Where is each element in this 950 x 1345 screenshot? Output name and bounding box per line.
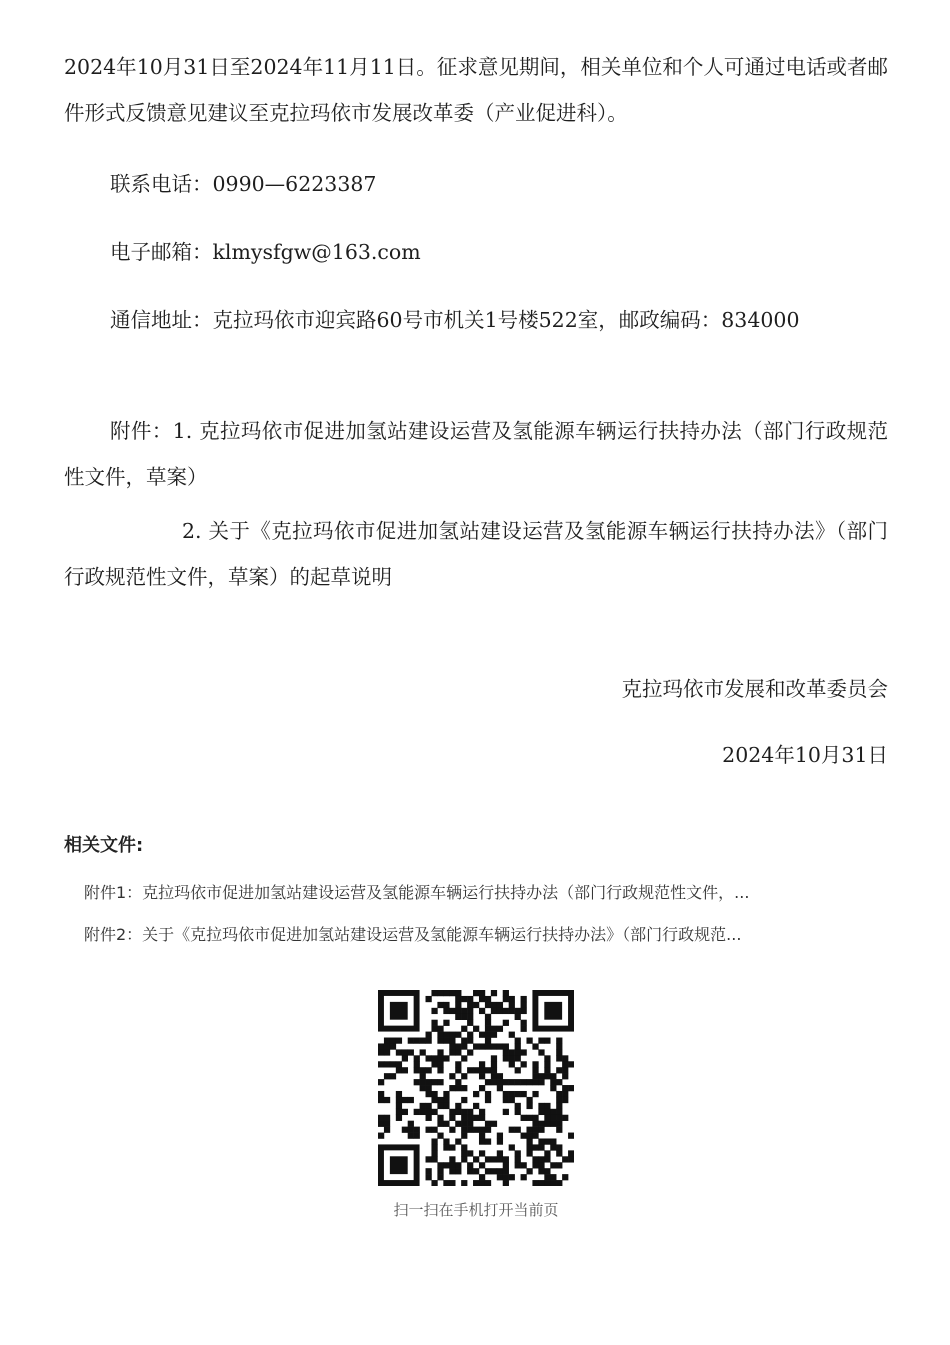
intro-paragraph: 2024年10月31日至2024年11月11日。征求意见期间，相关单位和个人可通过电话或者邮件形式反馈意见建议至克拉玛依市发展改革委（产业促进科）。 <box>64 55 888 125</box>
contact-block <box>64 150 888 354</box>
contact-email: 电子邮箱：klmysfgw@163.com <box>110 240 421 264</box>
contact-phone: 联系电话：0990—6223387 <box>110 172 377 196</box>
qr-code-icon <box>378 990 574 1186</box>
attachment-item-2: 2. 关于《克拉玛依市促进加氢站建设运营及氢能源车辆运行扶持办法》（部门行政规范性文件，草案）的起草说明 <box>64 519 888 589</box>
attachment-item-1: 附件：1. 克拉玛依市促进加氢站建设运营及氢能源车辆运行扶持办法（部门行政规范性文件，草案） <box>64 419 888 489</box>
contact-address: 通信地址：克拉玛依市迎宾路60号市机关1号楼522室，邮政编码：834000 <box>110 308 800 332</box>
spacer <box>64 500 888 508</box>
signature-organization: 克拉玛依市发展和改革委员会 <box>621 677 888 701</box>
related-files-section <box>64 832 888 956</box>
related-file-link-2[interactable]: 附件2：关于《克拉玛依市促进加氢站建设运营及氢能源车辆运行扶持办法》（部门行政规范... <box>84 925 742 944</box>
spacer <box>64 354 888 408</box>
related-files-title: 相关文件: <box>64 835 144 856</box>
related-file-link-1[interactable]: 附件1：克拉玛依市促进加氢站建设运营及氢能源车辆运行扶持办法（部门行政规范性文件，... <box>84 883 750 902</box>
spacer <box>64 600 888 656</box>
signature-date: 2024年10月31日 <box>722 743 888 767</box>
qr-section <box>378 990 574 1220</box>
qr-caption: 扫一扫在手机打开当前页 <box>393 1201 559 1219</box>
qr-code-graphic <box>378 990 574 1186</box>
document-body <box>64 44 888 788</box>
